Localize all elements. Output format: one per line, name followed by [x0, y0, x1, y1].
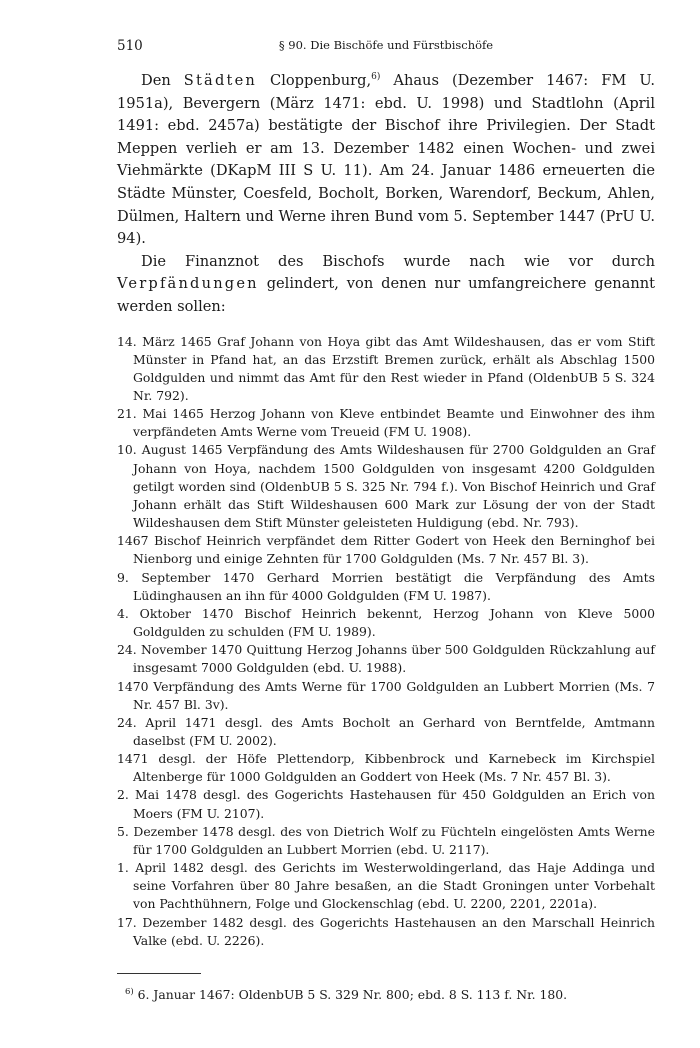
page-number: 510: [117, 38, 143, 54]
list-item: 1. April 1482 desgl. des Gerichts im Westerwoldingerland, das Haje Addinga und seine Vorfahren über 80 Jahre besaßen, an die Stadt Groningen unter Vorbehalt von Pachthühnern, Folge und Glockenschlag (ebd. U. 2200, 2201, 2201a).: [117, 860, 655, 912]
list-item: 10. August 1465 Verpfändung des Amts Wildeshausen für 2700 Goldgulden an Graf Johann von Hoya, nachdem 1500 Goldgulden von insgesamt 4200 Goldgulden getilgt worden sind (OldenbUB 5 S. 325 Nr. 794 f.). Von Bischof Heinrich und Graf Johann erhält das Stift Wildeshausen 600 Mark zur Lösung der von der Stadt Wildeshausen dem Stift Münster geleisteten Huldigung (ebd. Nr. 793).: [117, 442, 655, 531]
list-item: 4. Oktober 1470 Bischof Heinrich bekennt, Herzog Johann von Kleve 5000 Goldgulden zu schulden (FM U. 1989).: [117, 605, 655, 640]
list-item: 1467 Bischof Heinrich verpfändet dem Ritter Godert von Heek den Berninghof bei Nienborg und einige Zehnten für 1700 Goldgulden (Ms. 7 Nr. 457 Bl. 3).: [117, 533, 655, 567]
main-text: [117, 70, 655, 319]
paragraph-cities-rest: Ahaus (Dezember 1467: FM U. 1951a), Bevergern (März 1471: ebd. U. 1998) und Stadtlohn (April 1491: ebd. 2457a) bestätigte der Bischof ihre Privilegien. Der Stadt Meppen verlieh er am 13. Dezember 1482 einen Wochen- und zwei Viehmärkte (DKapM III S U. 11). Am 24. Januar 1486 erneuerten die Städte Münster, Coesfeld, Bocholt, Borken, Warendorf, Beckum, Ahlen, Dülmen, Haltern und Werne ihren Bund vom 5. September 1447 (PrU U. 94).: [117, 72, 655, 248]
list-item: 24. November 1470 Quittung Herzog Johanns über 500 Goldgulden Rückzahlung auf insgesamt 7000 Goldgulden (ebd. U. 1988).: [117, 642, 655, 676]
footnote-mark: 6): [125, 986, 134, 997]
list-item: 1471 desgl. der Höfe Plettendorp, Kibbenbrock und Karnebeck im Kirchspiel Altenberge für 1000 Goldgulden an Goddert von Heek (Ms. 7 Nr. 457 Bl. 3).: [117, 751, 655, 785]
emphasized-word-verpfaendungen: Verpfändungen: [117, 275, 259, 293]
footnote-reference[interactable]: 6): [371, 72, 381, 83]
book-page: [117, 38, 655, 1004]
paragraph-finances-rest: gelindert, von denen nur umfangreichere genannt werden sollen:: [117, 275, 655, 315]
running-head: [117, 38, 655, 60]
list-item: 17. Dezember 1482 desgl. des Gogerichts Hastehausen an den Marschall Heinrich Valke (ebd. U. 2226).: [117, 914, 655, 948]
emphasized-word-staedten: Städten: [183, 72, 258, 89]
footnote: [117, 986, 655, 1004]
pledge-entries-list: [117, 333, 655, 950]
list-item: 24. April 1471 desgl. des Amts Bocholt an Gerhard von Berntfelde, Amtmann daselbst (FM U. 2002).: [117, 714, 655, 748]
paragraph-cities-start: Den: [141, 72, 184, 89]
list-item: 21. Mai 1465 Herzog Johann von Kleve entbindet Beamte und Einwohner des ihm verpfändeten Amts Werne vom Treueid (FM U. 1908).: [117, 406, 655, 440]
paragraph-cities-mid: Cloppenburg,: [257, 72, 372, 89]
list-item: 5. Dezember 1478 desgl. des von Dietrich Wolf zu Füchteln eingelösten Amts Werne für 1700 Goldgulden an Lubbert Morrien (ebd. U. 2117).: [117, 823, 655, 857]
paragraph-finances-start: Die Finanznot des Bischofs wurde nach wie vor durch: [141, 252, 655, 270]
running-title: § 90. Die Bischöfe und Fürstbischöfe: [278, 38, 494, 52]
footnote-divider: [117, 973, 201, 974]
paragraph-finances: [117, 251, 655, 319]
list-item: 1470 Verpfändung des Amts Werne für 1700 Goldgulden an Lubbert Morrien (Ms. 7 Nr. 457 Bl. 3v).: [117, 678, 655, 712]
paragraph-cities: [117, 70, 655, 251]
list-item: 2. Mai 1478 desgl. des Gogerichts Hastehausen für 450 Goldgulden an Erich von Moers (FM U. 2107).: [117, 787, 655, 821]
footnote-text: 6. Januar 1467: OldenbUB 5 S. 329 Nr. 800; ebd. 8 S. 113 f. Nr. 180.: [133, 986, 568, 1002]
list-item: 14. März 1465 Graf Johann von Hoya gibt das Amt Wildeshausen, das er vom Stift Münster in Pfand hat, an das Erzstift Bremen zurück, erhält als Abschlag 1500 Goldgulden und nimmt das Amt für den Rest wieder in Pfand (OldenbUB 5 S. 324 Nr. 792).: [117, 333, 655, 403]
list-item: 9. September 1470 Gerhard Morrien bestätigt die Verpfändung des Amts Lüdinghausen an ihn für 4000 Goldgulden (FM U. 1987).: [117, 569, 655, 603]
